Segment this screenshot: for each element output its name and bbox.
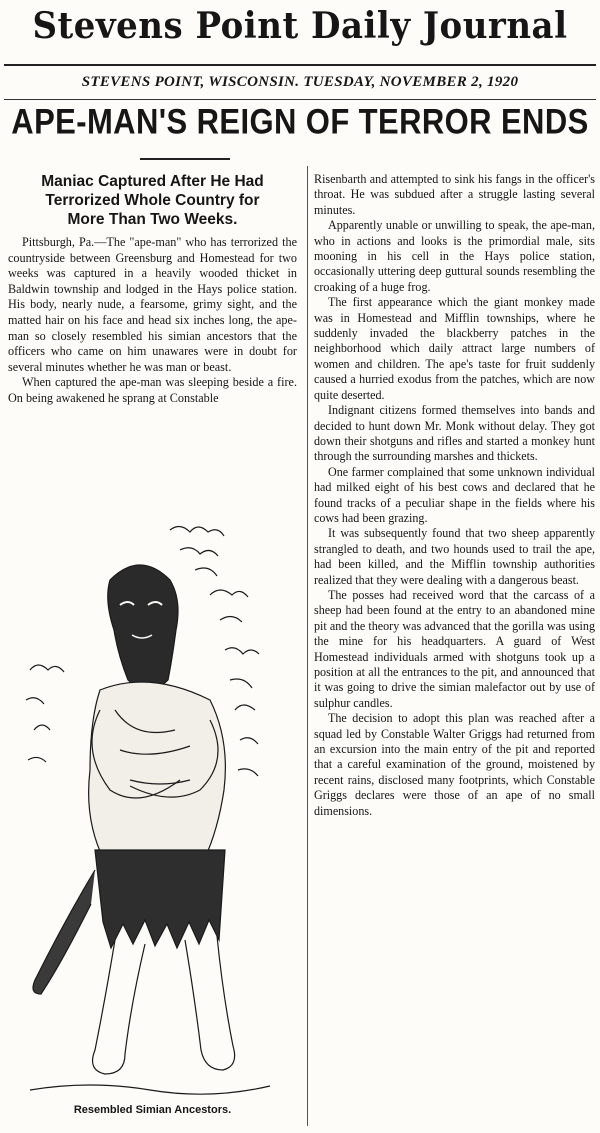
left-column	[8, 172, 297, 407]
subheadline-line: Terrorized Whole Country for	[45, 192, 260, 209]
article-body-left	[8, 235, 297, 407]
article-paragraph: It was subsequently found that two sheep apparently strangled to death, and two hounds used to trail the ape, had been killed, and the Mifflin township authorities realized that they were dealing with a dangerous beast.	[314, 526, 595, 587]
illustration-caption: Resembled Simian Ancestors.	[73, 1104, 232, 1116]
article-paragraph: The first appearance which the giant monkey made was in Homestead and Mifflin townships, where he suddenly invaded the blackberry patches in the neighborhood which daily attract large numbers of women and children. The ape's taste for fruit suddenly caused a hurried exodus from the patches, which are now quite deserted.	[314, 295, 595, 402]
ape-man-illustration	[20, 510, 288, 1110]
dateline-rule	[4, 99, 596, 100]
article-paragraph: The posses had received word that the carcass of a sheep had been found at the entry to an abandoned mine pit and the theory was advanced that the gorilla was using the mine for his headquarters. A guard of West Homestead individuals armed with shotguns took up a position at all the entrances to the pit, and announced that it was going to drive the simian malefactor out by use of sulphur candles.	[314, 587, 595, 710]
subheadline-line: Maniac Captured After He Had	[41, 173, 264, 190]
masthead-title: Stevens Point Daily Journal	[32, 4, 568, 48]
article-paragraph: Risenbarth and attempted to sink his fangs in the officer's throat. He was subdued after a struggle lasting several minutes.	[314, 172, 595, 217]
article-paragraph: One farmer complained that some unknown individual had milked eight of his best cows and declared that he found tracks of a peculiar shape in the fields where his cows had been grazing.	[314, 464, 595, 525]
subheadline	[12, 172, 293, 229]
article-paragraph: Apparently unable or unwilling to speak, the ape-man, who in actions and looks is the primordial male, sits mooning in his cell in the Hays police station, occasionally uttering deep guttural sounds resembling the croaking of a huge frog.	[314, 218, 595, 294]
subheadline-line: More Than Two Weeks.	[67, 211, 238, 228]
column-divider	[307, 166, 308, 1126]
masthead-rule	[4, 64, 596, 66]
article-paragraph: When captured the ape-man was sleeping beside a fire. On being awakened he sprang at Constable	[8, 375, 297, 405]
article-body-right	[314, 172, 595, 819]
article-paragraph: The decision to adopt this plan was reached after a squad led by Constable Walter Griggs had returned from an excursion into the main entry of the pit and reported that a careful examination of the ground, moistened by recent rains, disclosed many footprints, which Constable Griggs declares were those of an ape of no small dimensions.	[314, 711, 595, 818]
article-paragraph: Pittsburgh, Pa.—The "ape-man" who has terrorized the countryside between Greensburg and Homestead for two weeks was captured in a heavily wooded thicket in Baldwin township and lodged in the Hays police station. His body, nearly nude, a fearsome, grimy sight, and the matted hair on his face and head six inches long, the ape-man so closely resembled his simian ancestors that the officers who came on him unawares were in doubt for several minutes whether he was man or beast.	[8, 235, 297, 374]
headline-rule	[140, 158, 230, 160]
dateline: STEVENS POINT, WISCONSIN. TUESDAY, NOVEMBER 2, 1920	[81, 74, 519, 90]
headline: APE-MAN'S REIGN OF TERROR ENDS	[11, 101, 589, 142]
article-paragraph: Indignant citizens formed themselves into bands and decided to hunt down Mr. Monk without delay. They got down their shotguns and rifles and started a monkey hunt through the surrounding marshes and thickets.	[314, 403, 595, 464]
right-column	[314, 172, 595, 819]
